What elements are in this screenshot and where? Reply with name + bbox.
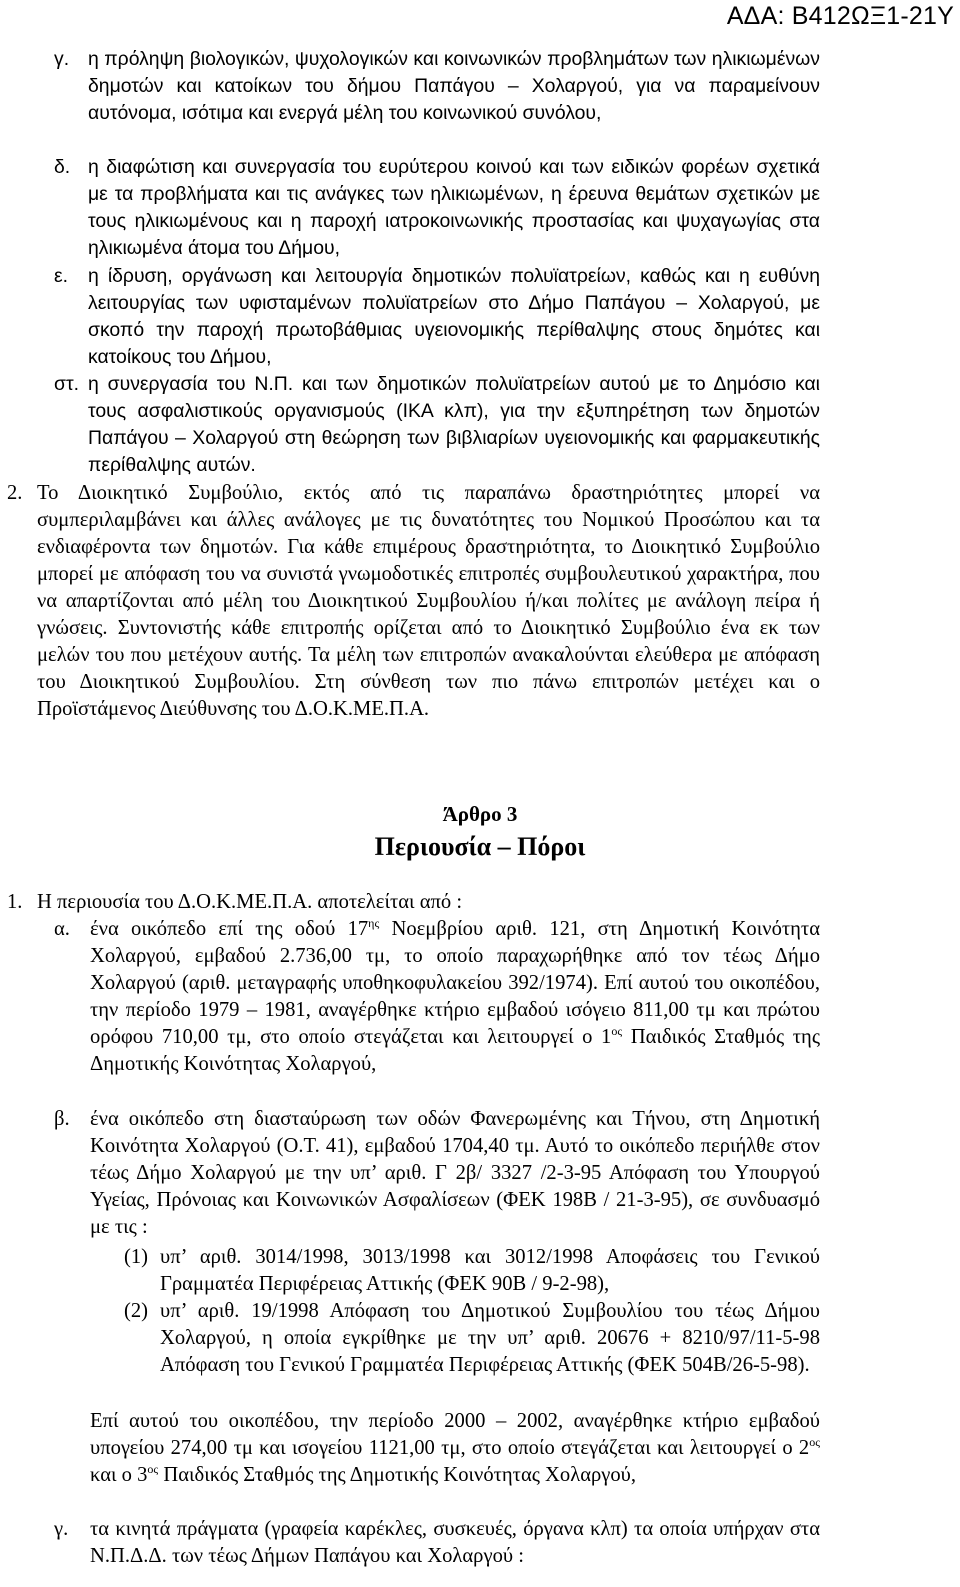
list-text: η συνεργασία του Ν.Π. και των δημοτικών πολυϊατρείων αυτού με το Δημόσιο και τους ασφαλιστικούς οργανισμούς (ΙΚΑ κλπ), για την εξυπηρέτηση των δημοτών Παπάγου – Χολαργού στη θεώρηση των βιβλιαρίων υγειονομικής και φαρμακευτικής περίθαλψης αυτών. <box>88 373 820 476</box>
list-label: α. <box>54 918 70 940</box>
paragraph-1 <box>7 889 820 916</box>
article-number: Άρθρο 3 <box>442 802 518 826</box>
list-label: δ. <box>54 156 71 178</box>
list-label: ε. <box>54 265 69 287</box>
list-item-alpha <box>54 916 820 1078</box>
paragraph-text: Το Διοικητικό Συμβούλιο, εκτός από τις παραπάνω δραστηριότητες μπορεί να συμπεριλαμβάνει και άλλες ανάλογες με τις δυνατότητες του Νομικού Προσώπου και τα ενδιαφέροντα των δημοτών. Για κάθε επιμέρους δραστηριότητα, το Διοικητικό Συμβούλιο μπορεί με απόφαση του να συνιστά γνωμοδοτικές επιτροπές συμβουλευτικού χαρακτήρα, που να απαρτίζονται από μέλη του Διοικητικού Συμβουλίου ή/και πολίτες με ανάλογη πείρα ή γνώσεις. Συντονιστής κάθε επιτροπής ορίζεται από το Διοικητικό Συμβούλιο ένα εκ των μελών του που μετέχουν αυτής. Τα μέλη των επιτροπών ανακαλούνται ελεύθερα με απόφαση του Διοικητικού Συμβουλίου. Στη σύνθεση των πιο πάνω επιτροπών μετέχει και ο Προϊστάμενος Διεύθυνσης του Δ.Ο.Κ.ΜΕ.Π.Α. <box>37 482 820 720</box>
list-item <box>54 371 820 479</box>
paragraph-number: 2. <box>7 482 23 504</box>
list-text: τα κινητά πράγματα (γραφεία καρέκλες, συσκευές, όργανα κλπ) τα οποία υπήρχαν στα Ν.Π.Δ.Δ. των τέως Δήμων Παπάγου και Χολαργού : <box>90 1518 820 1567</box>
list-text: ένα οικόπεδο στη διασταύρωση των οδών Φανερωμένης και Τήνου, στη Δημοτική Κοινότητα Χολαργού (Ο.Τ. 41), εμβαδού 1704,40 τμ. Αυτό το οικόπεδο περιήλθε στον τέως Δήμο Χολαργού με την υπ’ αριθ. Γ 2β/ 3327 /2-3-95 Απόφαση του Υπουργού Υγείας, Πρόνοιας και Κοινωνικών Ασφαλίσεων (ΦΕΚ 198Β / 21-3-95), σε συνδυασμό με τις : <box>90 1108 820 1238</box>
sub-item <box>124 1244 820 1298</box>
list-label: στ. <box>54 373 80 395</box>
sub-label: (2) <box>124 1300 149 1322</box>
continuation-text: Επί αυτού του οικοπέδου, την περίοδο 2000 – 2002, αναγέρθηκε κτήριο εμβαδού υπογείου 274,00 τμ και ισογείου 1121,00 τμ, στο οποίο στεγάζεται και λειτουργεί ο $2^{o\varsigma}$ και ο $3^{o\varsigma}$ Παιδικός Σταθμός της Δημοτικής Κοινότητας Χολαργού, <box>90 1410 820 1486</box>
list-text: ένα οικόπεδο επί της οδού $17^{\eta\varsigma}$ Νοεμβρίου αριθ. 121, στη Δημοτική Κοινότητα Χολαργού, εμβαδού 2.736,00 τμ, το οποίο παραχωρήθηκε από τον τέως Δήμο Χολαργού (αριθ. μεταγραφής υποθηκοφυλακείου 392/1974). Επί αυτού του οικοπέδου, την περίοδο 1979 – 1981, αναγέρθηκε κτήριο εμβαδού ισόγειο 811,00 τμ και πρώτου ορόφου 710,00 τμ, στο οποίο στεγάζεται και λειτουργεί ο $1^{o\varsigma}$ Παιδικός Σταθμός της Δημοτικής Κοινότητας Χολαργού, <box>90 916 820 1075</box>
sub-label: (1) <box>124 1246 149 1268</box>
list-label: γ. <box>54 48 70 70</box>
ada-code: ΑΔΑ: Β412ΩΞ1-21Υ <box>726 2 954 30</box>
beta-continuation <box>90 1408 820 1489</box>
list-item-gamma <box>54 1516 820 1570</box>
paragraph-number: 1. <box>7 891 23 913</box>
list-item <box>54 46 820 127</box>
sub-text: υπ’ αριθ. 19/1998 Απόφαση του Δημοτικού Συμβουλίου του τέως Δήμου Χολαργού, η οποία εγκρίθηκε με την υπ’ αριθ. 20676 + 8210/97/11-5-98 Απόφαση του Γενικού Γραμματέα Περιφέρειας Αττικής (ΦΕΚ 504Β/26-5-98). <box>160 1300 820 1376</box>
sub-item <box>124 1298 820 1379</box>
list-text: η ίδρυση, οργάνωση και λειτουργία δημοτικών πολυϊατρείων, καθώς και η ευθύνη λειτουργίας των υφισταμένων πολυϊατρείων στο Δήμο Παπάγου – Χολαργού, με σκοπό την παροχή πρωτοβάθμιας υγειονομικής περίθαλψης στους δημότες και κατοίκους του Δήμου, <box>88 265 820 368</box>
list-label: β. <box>54 1108 70 1130</box>
sub-text: υπ’ αριθ. 3014/1998, 3013/1998 και 3012/1998 Αποφάσεις του Γενικού Γραμματέα Περιφέρειας Αττικής (ΦΕΚ 90Β / 9-2-98), <box>160 1246 820 1295</box>
list-item-beta <box>54 1106 820 1241</box>
list-text: η διαφώτιση και συνεργασία του ευρύτερου κοινού και των ειδικών φορέων σχετικά με τα προβλήματα και τις ανάγκες των ηλικιωμένων, η έρευνα θεμάτων σχετικών με τους ηλικιωμένους και η παροχή ιατροκοινωνικής προστασίας και ψυχαγωγίας στα ηλικιωμένα άτομα του Δήμου, <box>88 156 820 259</box>
list-item <box>54 154 820 262</box>
article-title: Περιουσία – Πόροι <box>374 832 586 861</box>
list-label: γ. <box>54 1518 69 1540</box>
list-text: η πρόληψη βιολογικών, ψυχολογικών και κοινωνικών προβλημάτων των ηλικιωμένων δημοτών και κατοίκων του δήμου Παπάγου – Χολαργού, για να παραμείνουν αυτόνομα, ισότιμα και ενεργά μέλη του κοινωνικού συνόλου, <box>88 48 820 124</box>
list-item <box>54 263 820 371</box>
paragraph-text: Η περιουσία του Δ.Ο.Κ.ΜΕ.Π.Α. αποτελείται από : <box>37 891 463 913</box>
paragraph-2 <box>7 480 820 723</box>
